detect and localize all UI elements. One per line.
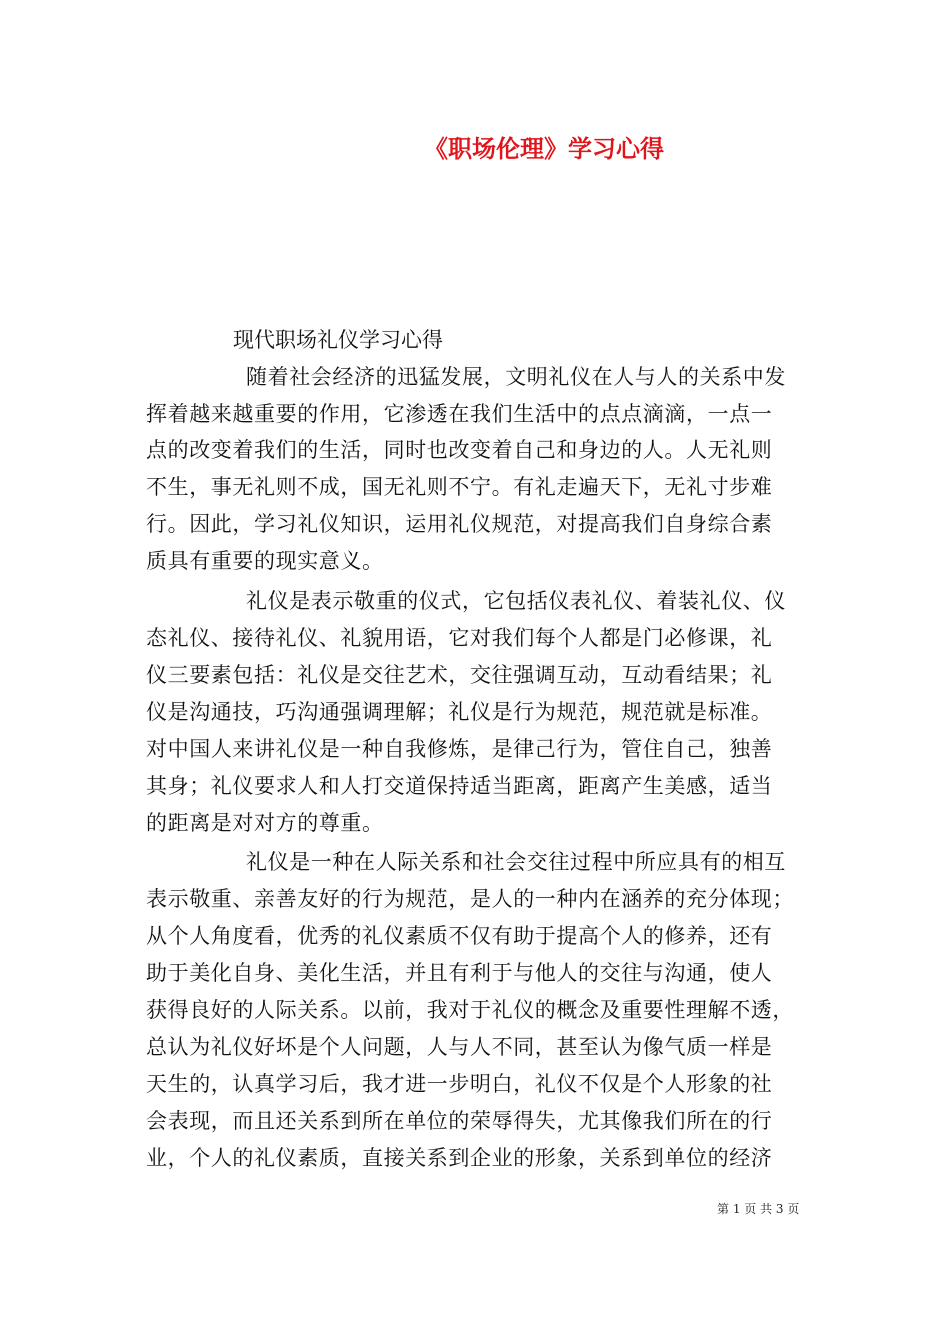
text-line: 礼仪是一种在人际关系和社会交往过程中所应具有的相互 — [246, 850, 786, 874]
text-line: 业，个人的礼仪素质，直接关系到企业的形象，关系到单位的经济 — [146, 1146, 773, 1170]
text-line: 礼仪是表示敬重的仪式，它包括仪表礼仪、着装礼仪、仪 — [246, 589, 786, 613]
text-line: 天生的，认真学习后，我才进一步明白，礼仪不仅是个人形象的社 — [146, 1072, 773, 1096]
text-line: 质具有重要的现实意义。 — [146, 549, 384, 573]
document-subtitle: 现代职场礼仪学习心得 — [233, 328, 443, 352]
text-line: 表示敬重、亲善友好的行为规范，是人的一种内在涵养的充分体现； — [146, 887, 794, 911]
text-line: 助于美化自身、美化生活，并且有利于与他人的交往与沟通，使人 — [146, 961, 773, 985]
text-line: 不生，事无礼则不成，国无礼则不宁。有礼走遍天下，无礼寸步难 — [146, 475, 773, 499]
text-line: 点的改变着我们的生活，同时也改变着自己和身边的人。人无礼则 — [146, 438, 773, 462]
text-line: 仪三要素包括：礼仪是交往艺术，交往强调互动，互动看结果；礼 — [146, 663, 773, 687]
text-line: 会表现，而且还关系到所在单位的荣辱得失，尤其像我们所在的行 — [146, 1109, 773, 1133]
page-number-footer: 第 1 页 共 3 页 — [717, 1202, 800, 1216]
text-line: 随着社会经济的迅猛发展，文明礼仪在人与人的关系中发 — [246, 365, 786, 389]
text-line: 的距离是对对方的尊重。 — [146, 811, 384, 835]
text-line: 对中国人来讲礼仪是一种自我修炼，是律己行为，管住自己，独善 — [146, 737, 773, 761]
text-line: 态礼仪、接待礼仪、礼貌用语，它对我们每个人都是门必修课，礼 — [146, 626, 773, 650]
text-line: 其身；礼仪要求人和人打交道保持适当距离，距离产生美感，适当 — [146, 774, 773, 798]
text-line: 从个人角度看，优秀的礼仪素质不仅有助于提高个人的修养，还有 — [146, 924, 773, 948]
text-line: 仪是沟通技，巧沟通强调理解；礼仪是行为规范，规范就是标准。 — [146, 700, 773, 724]
text-line: 获得良好的人际关系。以前，我对于礼仪的概念及重要性理解不透， — [146, 998, 794, 1022]
text-line: 总认为礼仪好坏是个人问题，人与人不同，甚至认为像气质一样是 — [146, 1035, 773, 1059]
text-line: 行。因此，学习礼仪知识，运用礼仪规范，对提高我们自身综合素 — [146, 512, 773, 536]
text-line: 挥着越来越重要的作用，它渗透在我们生活中的点点滴滴，一点一 — [146, 402, 773, 426]
document-title: 《职场伦理》学习心得 — [424, 134, 664, 163]
